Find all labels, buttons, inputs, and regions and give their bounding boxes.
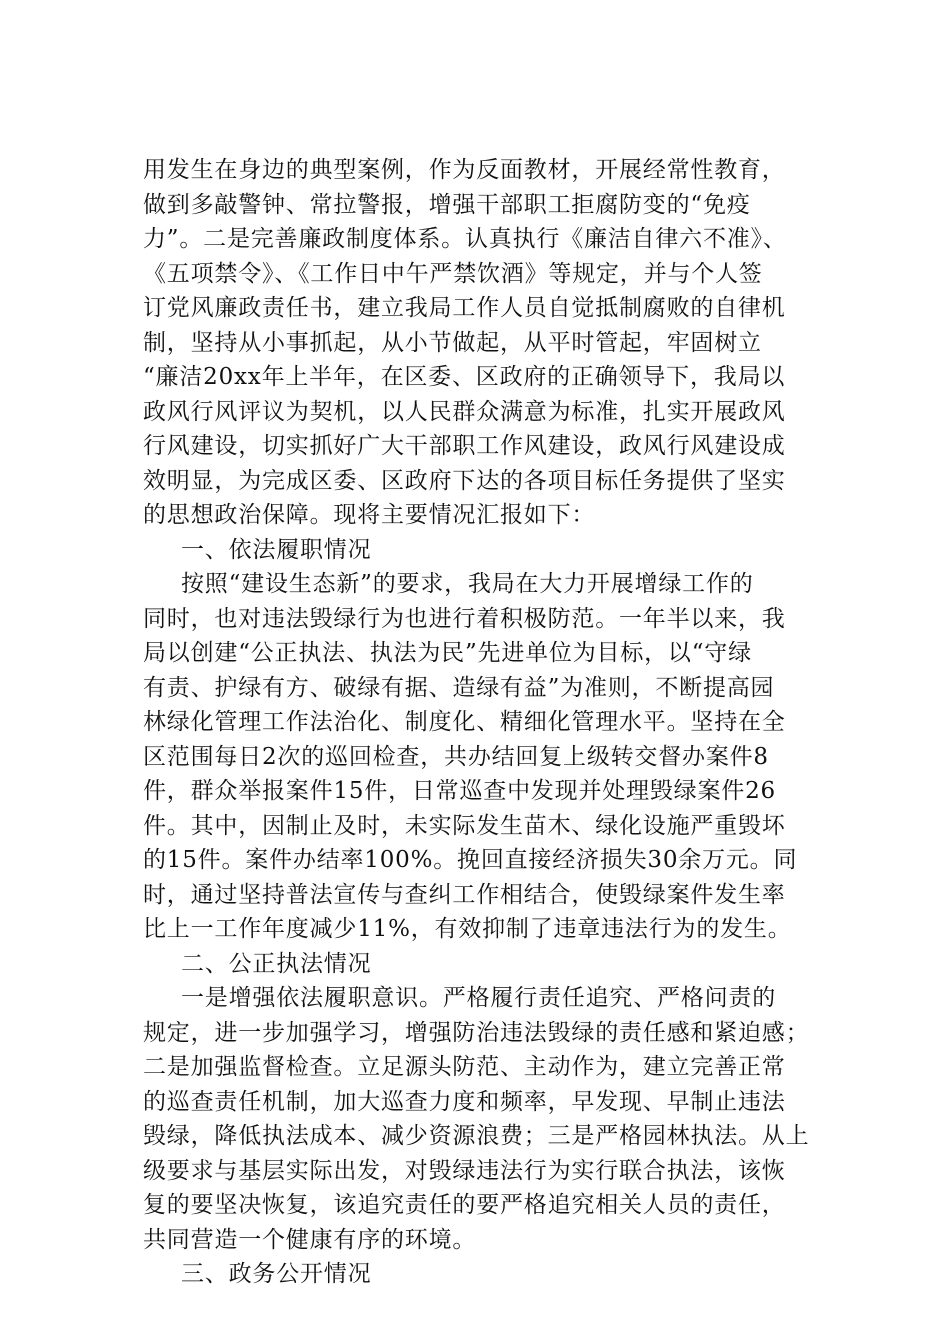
text-line: 有责、护绿有方、破绿有据、造绿有益”为准则，不断提高园	[143, 674, 775, 701]
text-line: 区范围每日2次的巡回检查，共办结回复上级转交督办案件8	[143, 743, 769, 770]
text-line: 件，群众举报案件15件，日常巡查中发现并处理毁绿案件26	[143, 778, 776, 804]
text-line: 行风建设，切实抓好广大干部职工作风建设，政风行风建设成	[143, 433, 786, 459]
text-line: 《五项禁令》、《工作日中午严禁饮酒》等规定，并与个人签	[143, 260, 763, 287]
section-heading: 一、依法履职情况	[181, 536, 372, 563]
text-line: 级要求与基层实际出发，对毁绿违法行为实行联合执法，该恢	[143, 1157, 786, 1184]
text-line: 比上一工作年度减少11%，有效抑制了违章违法行为的发生。	[143, 916, 792, 942]
text-line: 二是加强监督检查。立足源头防范、主动作为，建立完善正常	[143, 1054, 786, 1080]
text-line: 同时，也对违法毁绿行为也进行着积极防范。一年半以来，我	[143, 605, 786, 632]
text-line: 制，坚持从小事抓起，从小节做起，从平时管起，牢固树立	[143, 329, 762, 356]
text-line: 政风行风评议为契机，以人民群众满意为标准，扎实开展政风	[143, 398, 786, 425]
text-line: “廉洁20xx年上半年，在区委、区政府的正确领导下，我局以	[143, 364, 786, 390]
text-line: 用发生在身边的典型案例，作为反面教材，开展经常性教育，	[143, 157, 786, 183]
text-line: 林绿化管理工作法治化、制度化、精细化管理水平。坚持在全	[143, 709, 786, 735]
text-line: 的思想政治保障。现将主要情况汇报如下：	[143, 502, 596, 528]
document-body	[143, 153, 843, 1292]
text-line: 局以创建“公正执法、执法为民”先进单位为目标，以“守绿	[143, 640, 752, 666]
text-line: 力”。二是完善廉政制度体系。认真执行《廉洁自律六不准》、	[143, 226, 787, 252]
text-line: 时，通过坚持普法宣传与查纠工作相结合，使毁绿案件发生率	[143, 881, 786, 908]
text-line: 的15件。案件办结率100%。挽回直接经济损失30余万元。同	[143, 847, 798, 873]
text-line: 效明显，为完成区委、区政府下达的各项目标任务提供了坚实	[143, 467, 786, 494]
section-heading: 三、政务公开情况	[181, 1261, 372, 1287]
text-line: 件。其中，因制止及时，未实际发生苗木、绿化设施严重毁坏	[143, 812, 786, 839]
text-line: 规定，进一步加强学习，增强防治违法毁绿的责任感和紧迫感；	[143, 1019, 810, 1046]
text-line: 毁绿，降低执法成本、减少资源浪费；三是严格园林执法。从上	[143, 1123, 810, 1149]
paragraph-start-line: 按照“建设生态新”的要求，我局在大力开展增绿工作的	[181, 571, 754, 597]
paragraph-start-line: 一是增强依法履职意识。严格履行责任追究、严格问责的	[181, 985, 776, 1011]
text-line: 的巡查责任机制，加大巡查力度和频率，早发现、早制止违法	[143, 1088, 786, 1115]
text-line: 共同营造一个健康有序的环境。	[143, 1226, 477, 1253]
section-heading: 二、公正执法情况	[181, 950, 372, 977]
text-line: 做到多敲警钟、常拉警报，增强干部职工拒腐防变的“免疫	[143, 191, 751, 218]
text-line: 订党风廉政责任书，建立我局工作人员自觉抵制腐败的自律机	[143, 295, 786, 321]
text-line: 复的要坚决恢复，该追究责任的要严格追究相关人员的责任，	[143, 1192, 786, 1218]
